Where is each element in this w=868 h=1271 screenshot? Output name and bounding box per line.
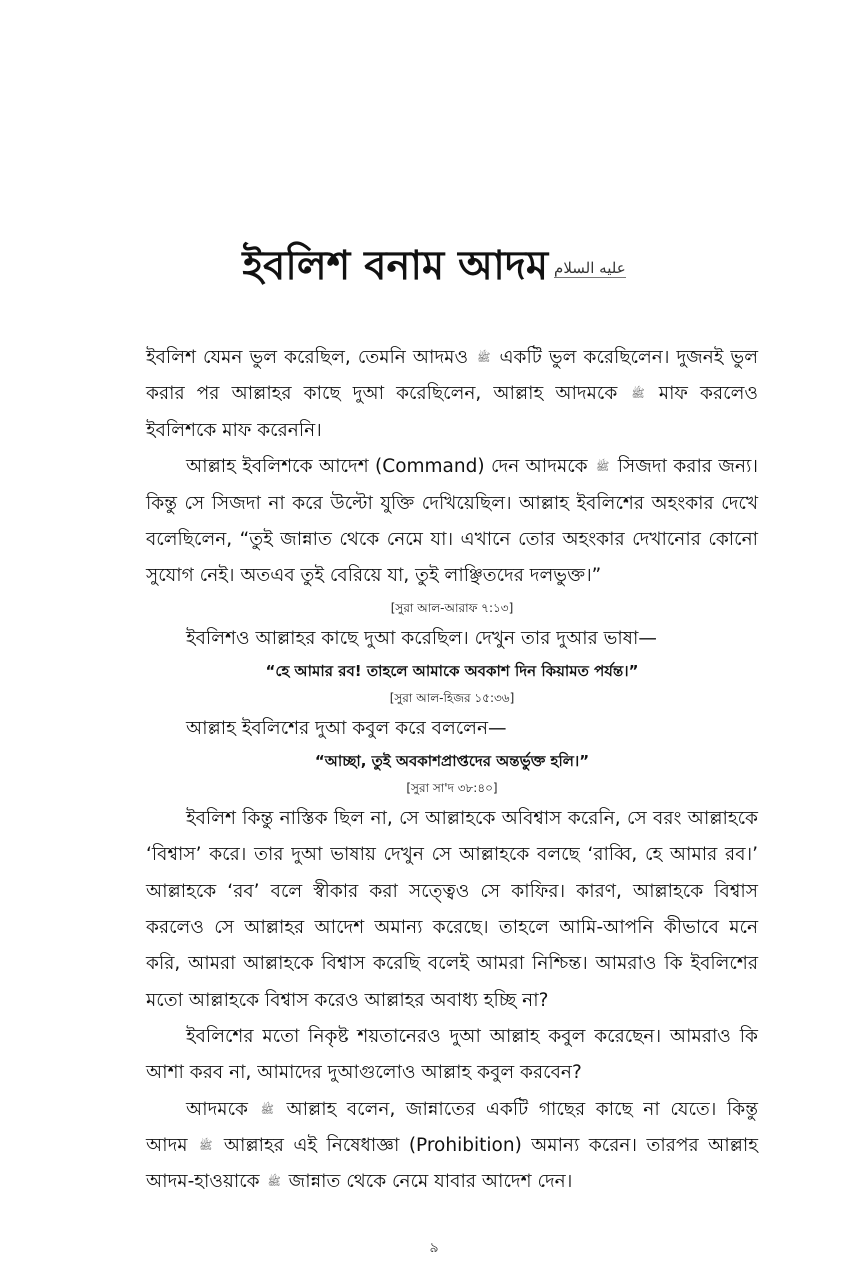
paragraph-2: আল্লাহ ইবলিশকে আদেশ (Command) দেন আদমকে ﷺ সিজদা করার জন্য। কিন্তু সে সিজদা না করে উল্টো যুক্তি দেখিয়েছিল। আল্লাহ ইবলিশের অহংকার দেখে বলেছিলেন, “তুই জান্নাত থেকে নেমে যা। এখানে তোর অহংকার দেখানোর কোনো সুযোগ নেই। অতএব তুই বেরিয়ে যা, তুই লাঞ্ছিতদের দলভুক্ত।” [146,456,758,587]
quote-1: “হে আমার রব! তাহলে আমাকে অবকাশ দিন কিয়ামত পর্যন্ত।” [265,661,639,680]
paragraph-3: ইবলিশও আল্লাহর কাছে দুআ করেছিল। দেখুন তার দুআর ভাষা— [186,627,657,649]
honorific-icon: ﷺ [596,460,610,474]
honorific-icon: ﷺ [631,387,645,401]
quran-reference-1: [সুরা আল-আরাফ ৭:১৩] [390,600,514,615]
honorific-icon: ﷺ [260,1102,274,1116]
paragraph-1: ইবলিশ যেমন ভুল করেছিল, তেমনি আদমও ﷺ একটি ভুল করেছিলেন। দুজনই ভুল করার পর আল্লাহর কাছে দুআ করেছিলেন, আল্লাহ আদমকে ﷺ মাফ করলেও ইবলিশকে মাফ করেননি। [146,347,759,441]
honorific-icon: ﷺ [199,1138,213,1152]
page-number: ৯ [429,1240,439,1256]
honorific-icon: ﷺ [267,1175,281,1189]
chapter-title-text: ইবলিশ বনাম আদম [242,243,549,289]
honorific-calligraphy-icon: عليه السلام [554,258,626,277]
paragraph-6: ইবলিশের মতো নিকৃষ্ট শয়তানেরও দুআ আল্লাহ কবুল করেছেন। আমরাও কি আশা করব না, আমাদের দুআগুলোও আল্লাহ কবুল করবেন? [146,1025,758,1084]
quran-reference-3: [সুরা সা'দ ৩৮:৪০] [406,781,498,796]
body-text [146,340,758,1201]
quran-reference-2: [সুরা আল-হিজর ১৫:৩৬] [389,690,515,705]
quote-2: “আচ্ছা, তুই অবকাশপ্রাপ্তদের অন্তর্ভুক্ত হলি।” [314,752,590,771]
honorific-icon: ﷺ [477,351,491,364]
paragraph-5: ইবলিশ কিন্তু নাস্তিক ছিল না, সে আল্লাহকে অবিশ্বাস করেনি, সে বরং আল্লাহকে ‘বিশ্বাস’ করে। তার দুআ ভাষায় দেখুন সে আল্লাহকে বলছে ‘রাব্বি, হে আমার রব।’ আল্লাহকে ‘রব’ বলে স্বীকার করা সত্ত্বেও সে কাফির। কারণ, আল্লাহকে বিশ্বাস করলেও সে আল্লাহর আদেশ অমান্য করেছে। তাহলে আমি-আপনি কীভাবে মনে করি, আমরা আল্লাহকে বিশ্বাস করেছি বলেই আমরা নিশ্চিন্ত। আমরাও কি ইবলিশের মতো আল্লাহকে বিশ্বাস করেও আল্লাহর অবাধ্য হচ্ছি না? [146,808,758,1011]
paragraph-4: আল্লাহ ইবলিশের দুআ কবুল করে বললেন— [186,717,507,739]
chapter-title [0,236,868,296]
paragraph-7: আদমকে ﷺ আল্লাহ বলেন, জান্নাতের একটি গাছের কাছে না যেতে। কিন্তু আদম ﷺ আল্লাহর এই নিষেধাজ্ঞা (Prohibition) অমান্য করেন। তারপর আল্লাহ আদম-হাওয়াকে ﷺ জান্নাত থেকে নেমে যাবার আদেশ দেন। [146,1098,758,1193]
